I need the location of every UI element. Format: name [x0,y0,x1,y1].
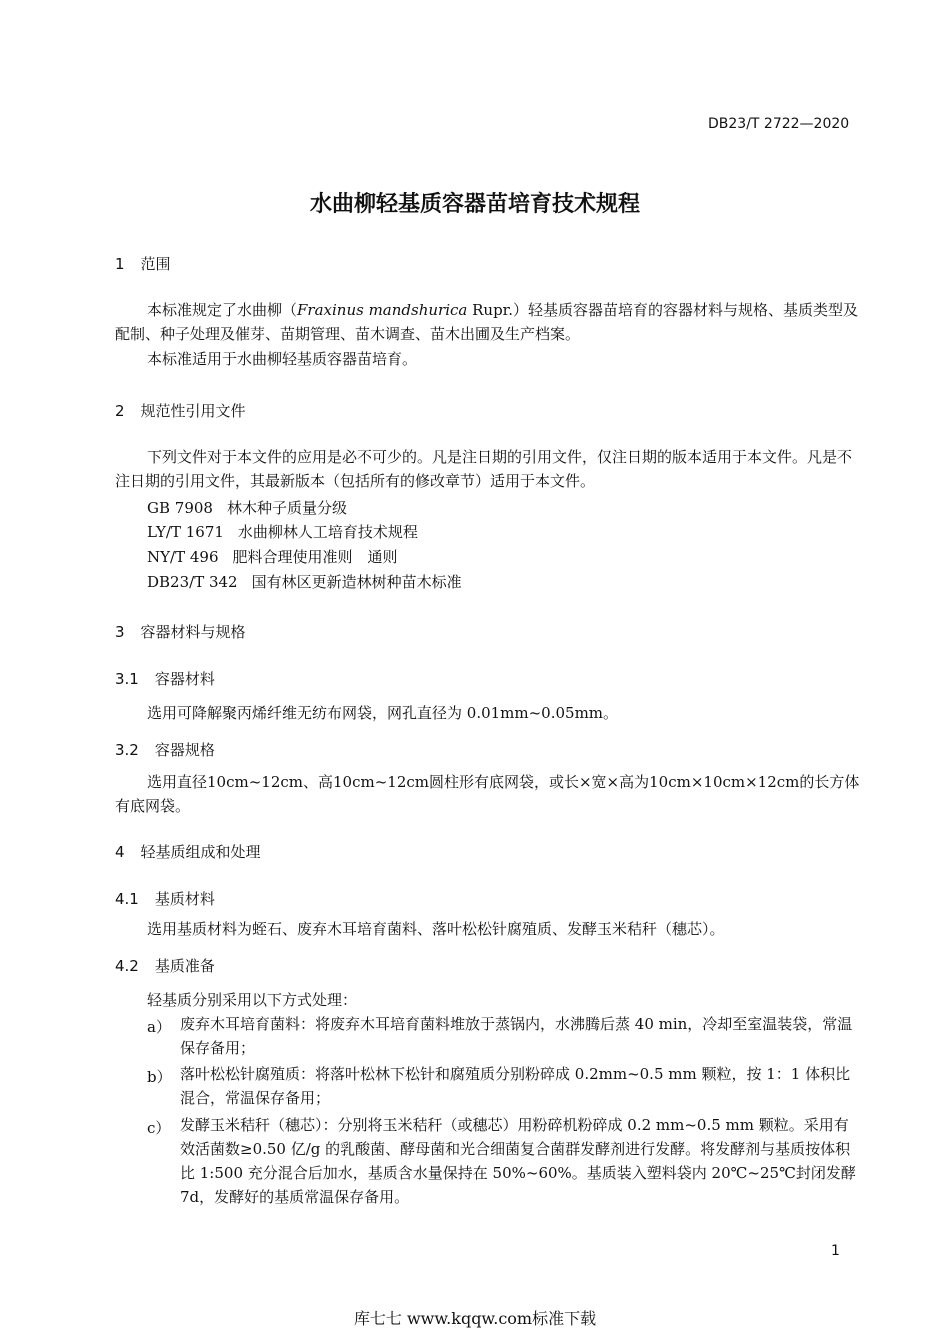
section-number: 1 [115,255,125,273]
section-1-paragraph-2: 本标准适用于水曲柳轻基质容器苗培育。 [147,350,418,368]
subsection-4-1-heading [115,888,215,909]
subsection-number: 4.1 [115,890,139,908]
list-item-label: c） [147,1119,171,1137]
section-3-heading [115,621,246,642]
subsection-title: 容器规格 [154,741,215,759]
section-title: 范围 [140,255,171,273]
section-1-paragraph-1: 本标准规定了水曲柳（Fraxinus mandshurica Rupr.）轻基质容器苗培育的容器材料与规格、基质类型及配制、种子处理及催芽、苗期管理、苗木调查、苗木出圃及生产档案。 [115,301,858,343]
section-number: 4 [115,843,125,861]
section-4-heading [115,841,261,862]
subsection-3-2-text: 选用直径10cm~12cm、高10cm~12cm圆柱形有底网袋，或长×宽×高为10cm×10cm×12cm的长方体有底网袋。 [115,773,860,815]
list-item: 发酵玉米秸秆（穗芯）：分别将玉米秸秆（或穗芯）用粉碎机粉碎成 0.2 mm~0.5 mm 颗粒。采用有效活菌数≥0.50 亿/g 的乳酸菌、酵母菌和光合细菌复合菌群发酵剂进行发酵。将发酵剂与基质按体积比 1:500 充分混合后加水，基质含水量保持在 50%~60%。基质装入塑料袋内 20℃~25℃封闭发酵 7d，发酵好的基质常温保存备用。 [180,1116,856,1206]
subsection-4-1-text: 选用基质材料为蛭石、废弃木耳培育菌料、落叶松松针腐殖质、发酵玉米秸秆（穗芯）。 [147,920,725,938]
subsection-title: 容器材料 [154,670,215,688]
subsection-3-1-heading [115,668,215,689]
subsection-title: 基质准备 [154,957,215,975]
page-title: 水曲柳轻基质容器苗培育技术规程 [309,192,640,217]
section-number: 2 [115,402,125,420]
reference-item: DB23/T 342 国有林区更新造林树种苗木标准 [147,573,462,591]
subsection-number: 4.2 [115,957,139,975]
list-item: 废弃木耳培育菌料：将废弃木耳培育菌料堆放于蒸锅内，水沸腾后蒸 40 min，冷却至室温装袋，常温保存备用； [180,1015,853,1057]
page-number: 1 [831,1243,840,1259]
list-item-label: a） [147,1018,171,1036]
subsection-4-2-intro: 轻基质分别采用以下方式处理： [147,991,358,1009]
subsection-3-2-heading [115,739,215,760]
section-1-heading [115,253,171,274]
subsection-3-1-text: 选用可降解聚丙烯纤维无纺布网袋，网孔直径为 0.01mm~0.05mm。 [147,704,619,722]
subsection-number: 3.1 [115,670,139,688]
subsection-number: 3.2 [115,741,139,759]
section-number: 3 [115,623,125,641]
latin-name: Fraxinus mandshurica [297,301,468,319]
subsection-title: 基质材料 [154,890,215,908]
reference-item: GB 7908 林木种子质量分级 [147,499,347,517]
section-2-heading [115,400,246,421]
section-title: 容器材料与规格 [140,623,246,641]
list-item: 落叶松松针腐殖质：将落叶松林下松针和腐殖质分别粉碎成 0.2mm~0.5 mm 颗粒，按 1：1 体积比混合，常温保存备用； [180,1065,851,1107]
footer-watermark: 库七七 www.kqqw.com标准下载 [353,1309,597,1328]
section-title: 轻基质组成和处理 [140,843,261,861]
document-number: DB23/T 2722—2020 [708,116,850,132]
reference-item: NY/T 496 肥料合理使用准则 通则 [147,548,398,566]
section-2-paragraph: 下列文件对于本文件的应用是必不可少的。凡是注日期的引用文件，仅注日期的版本适用于本文件。凡是不注日期的引用文件，其最新版本（包括所有的修改章节）适用于本文件。 [115,448,853,490]
subsection-4-2-heading [115,955,215,976]
list-item-label: b） [147,1068,172,1086]
reference-item: LY/T 1671 水曲柳林人工培育技术规程 [147,523,418,541]
section-title: 规范性引用文件 [140,402,246,420]
